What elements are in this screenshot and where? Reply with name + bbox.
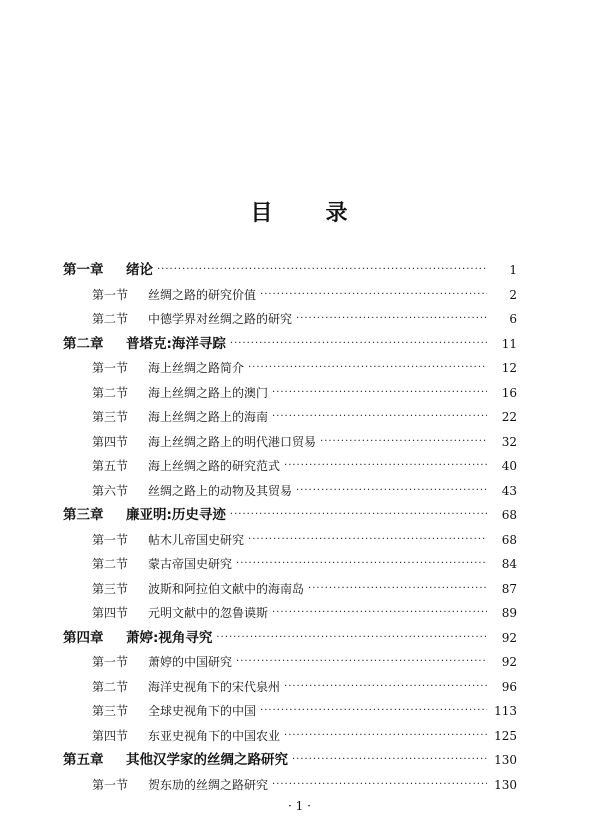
toc-chapter-entry[interactable] xyxy=(63,748,517,773)
dot-leader xyxy=(216,626,487,651)
section-number: 第三节 xyxy=(92,410,129,424)
page-number: 12 xyxy=(501,361,517,375)
section-number: 第二节 xyxy=(92,557,129,571)
section-title: 元明文献中的忽鲁谟斯 xyxy=(148,606,269,620)
chapter-title: 萧婷:视角寻究 xyxy=(126,629,213,646)
chapter-number: 第四章 xyxy=(63,629,104,646)
section-title: 海上丝绸之路上的海南 xyxy=(148,410,269,424)
dot-leader xyxy=(296,307,487,332)
chapter-number: 第五章 xyxy=(63,752,104,768)
section-number: 第一节 xyxy=(92,655,129,669)
page-number: 68 xyxy=(501,508,517,522)
section-number: 第四节 xyxy=(92,606,129,620)
page-number: 92 xyxy=(501,655,517,669)
dot-leader xyxy=(292,748,487,773)
page-number: 11 xyxy=(501,336,517,351)
page-number: 89 xyxy=(501,606,517,620)
toc-section-entry[interactable] xyxy=(63,699,517,724)
dot-leader xyxy=(230,332,487,357)
dot-leader xyxy=(272,601,487,626)
dot-leader xyxy=(260,699,487,724)
section-number: 第二节 xyxy=(92,385,129,400)
toc-section-entry[interactable] xyxy=(63,454,517,479)
toc-section-entry[interactable] xyxy=(63,675,517,700)
dot-leader xyxy=(230,503,487,528)
toc-chapter-entry[interactable] xyxy=(63,503,517,528)
page-number: 84 xyxy=(501,557,517,571)
page-number: 68 xyxy=(501,532,517,547)
page-number: 16 xyxy=(501,385,517,400)
section-number: 第三节 xyxy=(92,704,129,718)
toc-section-entry[interactable] xyxy=(63,650,517,675)
dot-leader xyxy=(248,528,487,553)
section-title: 海洋史视角下的宋代泉州 xyxy=(148,679,281,694)
toc-section-entry[interactable] xyxy=(63,552,517,577)
chapter-title: 其他汉学家的丝绸之路研究 xyxy=(126,752,288,768)
section-title: 萧婷的中国研究 xyxy=(148,655,233,669)
chapter-title: 普塔克:海洋寻踪 xyxy=(126,335,226,352)
dot-leader xyxy=(284,454,487,479)
dot-leader xyxy=(272,405,487,430)
toc-section-entry[interactable] xyxy=(63,479,517,504)
dot-leader xyxy=(284,675,487,700)
title-char-1: 目 xyxy=(250,200,274,226)
section-title: 海上丝绸之路简介 xyxy=(148,361,245,375)
page-number: 125 xyxy=(494,728,517,743)
toc-section-entry[interactable] xyxy=(63,528,517,553)
chapter-number: 第二章 xyxy=(63,335,104,352)
section-number: 第一节 xyxy=(92,532,129,547)
chapter-number: 第一章 xyxy=(63,262,104,278)
section-number: 第三节 xyxy=(92,581,129,596)
section-number: 第一节 xyxy=(92,361,129,375)
toc-section-entry[interactable] xyxy=(63,724,517,749)
page-number: 43 xyxy=(501,483,517,498)
section-number: 第四节 xyxy=(92,728,129,743)
section-number: 第二节 xyxy=(92,312,129,326)
page-number: 92 xyxy=(501,630,517,645)
table-of-contents xyxy=(63,258,517,797)
toc-section-entry[interactable] xyxy=(63,773,517,798)
dot-leader xyxy=(272,381,487,406)
page-title xyxy=(0,196,599,227)
section-title: 全球史视角下的中国 xyxy=(148,704,257,718)
toc-section-entry[interactable] xyxy=(63,283,517,308)
section-title: 丝绸之路上的动物及其贸易 xyxy=(148,483,293,498)
section-title: 中德学界对丝绸之路的研究 xyxy=(148,312,293,326)
toc-section-entry[interactable] xyxy=(63,577,517,602)
section-title: 海上丝绸之路上的明代港口贸易 xyxy=(148,434,317,449)
page-number: 6 xyxy=(509,312,517,326)
section-title: 蒙古帝国史研究 xyxy=(148,557,233,571)
dot-leader xyxy=(236,650,487,675)
dot-leader xyxy=(236,552,487,577)
dot-leader xyxy=(260,283,487,308)
section-title: 丝绸之路的研究价值 xyxy=(148,287,257,302)
toc-section-entry[interactable] xyxy=(63,405,517,430)
section-title: 贺东劢的丝绸之路研究 xyxy=(148,777,269,792)
page-number: 87 xyxy=(501,581,517,596)
page-number: 32 xyxy=(501,434,517,449)
section-number: 第六节 xyxy=(92,483,129,498)
toc-chapter-entry[interactable] xyxy=(63,626,517,651)
dot-leader xyxy=(320,430,487,455)
dot-leader xyxy=(272,773,487,798)
dot-leader xyxy=(157,258,487,283)
toc-chapter-entry[interactable] xyxy=(63,332,517,357)
toc-section-entry[interactable] xyxy=(63,307,517,332)
page-number: 40 xyxy=(501,459,517,473)
dot-leader xyxy=(308,577,487,602)
page-number: 96 xyxy=(501,679,517,694)
section-title: 帖木儿帝国史研究 xyxy=(148,532,245,547)
section-title: 海上丝绸之路的研究范式 xyxy=(148,459,281,473)
section-title: 波斯和阿拉伯文献中的海南岛 xyxy=(148,581,305,596)
page-number: 22 xyxy=(501,410,517,424)
page-number: 130 xyxy=(494,753,517,767)
page-number: 130 xyxy=(494,777,517,792)
page-number-footer: · 1 · xyxy=(288,799,311,813)
section-number: 第二节 xyxy=(92,679,129,694)
dot-leader xyxy=(248,356,487,381)
toc-section-entry[interactable] xyxy=(63,601,517,626)
dot-leader xyxy=(284,724,487,749)
toc-section-entry[interactable] xyxy=(63,356,517,381)
page-number: 113 xyxy=(494,704,517,718)
section-title: 海上丝绸之路上的澳门 xyxy=(148,385,269,400)
section-title: 东亚史视角下的中国农业 xyxy=(148,728,281,743)
toc-section-entry[interactable] xyxy=(63,430,517,455)
toc-chapter-entry[interactable] xyxy=(63,258,517,283)
chapter-title: 廉亚明:历史寻迹 xyxy=(126,507,226,523)
page-number: 1 xyxy=(509,263,517,277)
chapter-title: 绪论 xyxy=(126,262,153,278)
section-number: 第五节 xyxy=(92,459,129,473)
title-char-2: 录 xyxy=(325,200,349,226)
page-number: 2 xyxy=(509,287,517,302)
section-number: 第四节 xyxy=(92,434,129,449)
toc-section-entry[interactable] xyxy=(63,381,517,406)
section-number: 第一节 xyxy=(92,777,129,792)
dot-leader xyxy=(296,479,487,504)
section-number: 第一节 xyxy=(92,287,129,302)
chapter-number: 第三章 xyxy=(63,507,104,523)
